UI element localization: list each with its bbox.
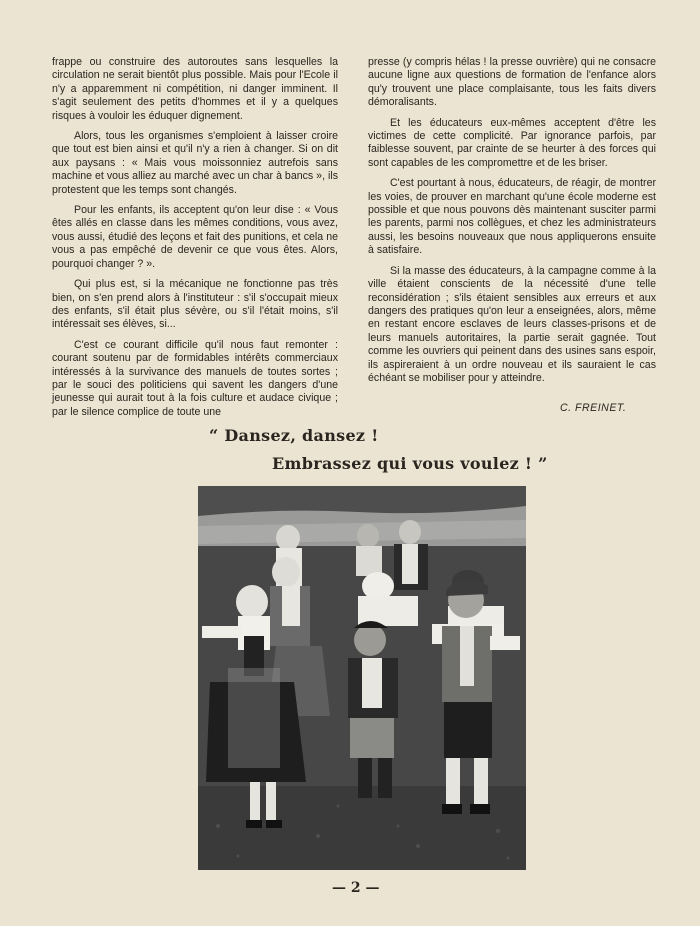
- paragraph: Et les éducateurs eux-mêmes acceptent d'être les victimes de cette complicité. Par ignorance parfois, par faiblesse souvent, par crainte de se heurter à des forces qui sont capables de les compromettre et de les briser.: [368, 116, 656, 169]
- page-number: — 2 —: [332, 880, 380, 896]
- paragraph: Alors, tous les organismes s'emploient à laisser croire que tout est bien ainsi et qu'il n'y a rien à changer. Si on dit aux paysans : « Mais vous moissonniez autrefois sans machine et vous alliez au marché avec un char à bancs », ils protestent que les temps sont changés.: [52, 130, 338, 196]
- paragraph: frappe ou construire des autoroutes sans lesquelles la circulation ne serait bientôt plus possible. Mais pour l'Ecole il n'y a apparemment ni compétition, ni danger imminent. Il s'agit seulement des petits d'hommes et il y a quelques risques à vouloir les éduquer dignement.: [52, 56, 338, 122]
- paragraph: C'est ce courant difficile qu'il nous faut remonter : courant soutenu par de formidables intérêts commerciaux intéressés à la survivance des manuels de toutes sortes ; par le souci des politiciens qui savent les dangers d'une jeunesse qui aurait tout à la fois culture et audace civique ; par le silence complice de toute une: [52, 338, 338, 418]
- right-text-column: [368, 56, 656, 392]
- paragraph: Pour les enfants, ils acceptent qu'on leur dise : « Vous êtes allés en classe dans les mêmes conditions, vous avez, vous aussi, étudié des leçons et fait des punitions, et cela ne vous a pas empêché de devenir ce que vous êtes. Alors, pourquoi changer ? ».: [52, 204, 338, 270]
- paragraph: presse (y compris hélas ! la presse ouvrière) qui ne consacre aucune ligne aux questions de formation de l'enfance alors qu'y trouvent une place complaisante, tous les faits divers démoralisants.: [368, 56, 656, 109]
- paragraph: Si la masse des éducateurs, à la campagne comme à la ville étaient conscients de la nécessité d'une telle reconsidération ; s'ils étaient sensibles aux erreurs et aux dangers des pratiques qu'on leur a enseignées, alors, même en restant encore esclaves de leurs classes-prisons et de leurs manuels autoritaires, la partie serait gagnée. Tout comme les ouvriers qui peinent dans des usines sans espoir, ils aspireraient à un ordre nouveau et ils sauraient le cas échéant se mobiliser pour y atteindre.: [368, 264, 656, 384]
- paragraph: C'est pourtant à nous, éducateurs, de réagir, de montrer les voies, de prouver en marchant qu'une école moderne est possible et que nous pouvons dès maintenant susciter parmi les parents, parmi nos collègues, et chez les administrateurs aussi, les besoins nouveaux que nous appliquerons ensuite à satisfaire.: [368, 177, 656, 257]
- photo-headline-line-2: Embrassez qui vous voulez ! ”: [272, 454, 548, 473]
- left-text-column: [52, 56, 338, 426]
- dancing-children-photo: [198, 486, 526, 870]
- paragraph: Qui plus est, si la mécanique ne fonctionne pas très bien, on s'en prend alors à l'instituteur : s'il s'occupait mieux des enfants, s'il était plus sévère, ou s'il l'était moins, s'il intéressait ses élèves, si...: [52, 278, 338, 331]
- author-signature: C. FREINET.: [560, 402, 627, 414]
- photo-headline-line-1: “ Dansez, dansez !: [209, 426, 379, 445]
- photo-illustration: [198, 486, 526, 870]
